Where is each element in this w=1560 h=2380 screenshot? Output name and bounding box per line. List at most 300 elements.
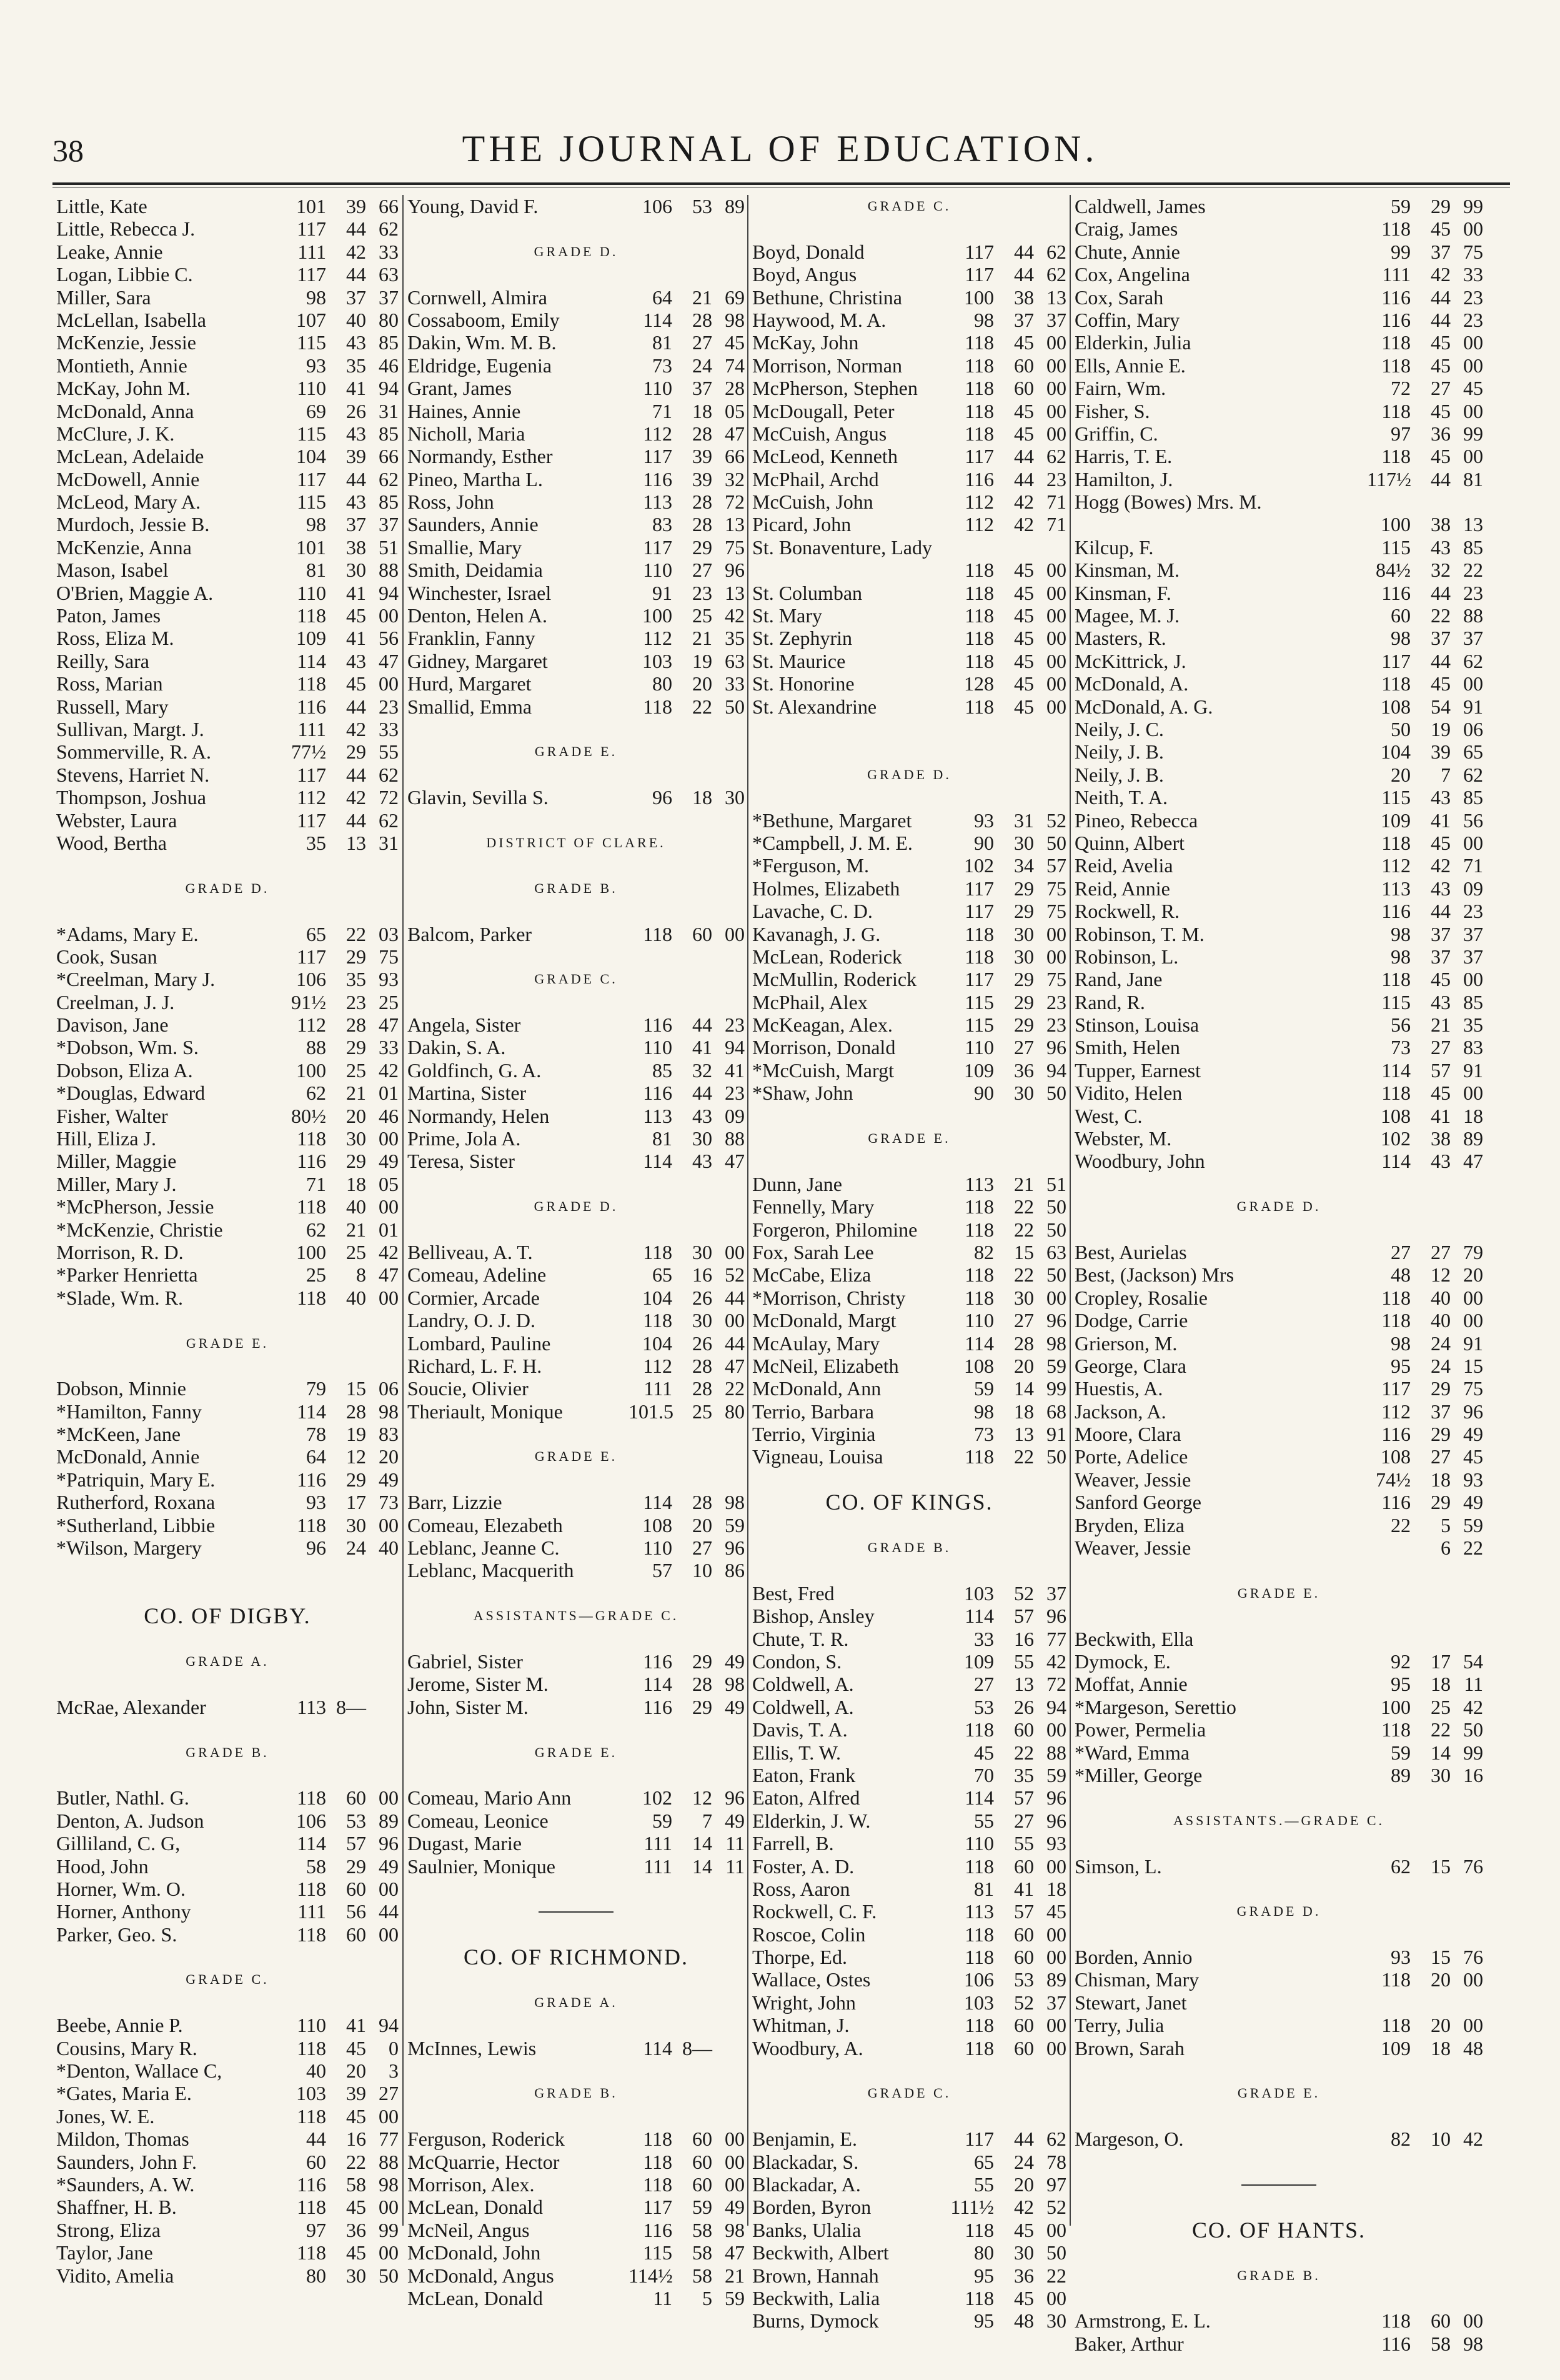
candidate-name: Comeau, Adeline bbox=[407, 1263, 547, 1287]
list-item bbox=[752, 604, 1066, 627]
grant-dollars: 21 bbox=[692, 286, 712, 309]
spacer bbox=[407, 945, 745, 968]
candidate-name: Caldwell, James bbox=[1075, 195, 1206, 217]
candidate-name: McCuish, John bbox=[752, 490, 873, 514]
grant-dollars: 45 bbox=[346, 2241, 366, 2264]
grant-cents: 83 bbox=[379, 1423, 399, 1446]
list-item bbox=[1075, 877, 1483, 900]
list-item bbox=[752, 1355, 1066, 1377]
marks-value: 118 bbox=[1381, 2014, 1411, 2037]
grade-heading-text: GRADE B. bbox=[186, 1744, 269, 1760]
grade-heading-text: GRADE E. bbox=[534, 744, 618, 760]
candidate-name: Taylor, Jane bbox=[56, 2241, 153, 2264]
grant-cents: 30 bbox=[1046, 2309, 1066, 2333]
grant-dollars: 45 bbox=[1014, 649, 1034, 672]
grant-cents: 00 bbox=[1046, 1946, 1066, 1969]
grant-dollars: 45 bbox=[346, 2196, 366, 2219]
list-item bbox=[752, 832, 1066, 854]
grant-cents: 91 bbox=[1463, 695, 1483, 718]
grade-heading-text: GRADE D. bbox=[867, 766, 951, 782]
grant-cents: 00 bbox=[379, 1786, 399, 1810]
marks-value: 113 bbox=[297, 1695, 326, 1718]
spacer bbox=[56, 1991, 399, 2014]
marks-value: 116 bbox=[1381, 286, 1411, 309]
county-heading-text: CO. OF RICHMOND. bbox=[463, 1946, 689, 1969]
grant-dollars: 60 bbox=[1014, 354, 1034, 377]
marks-value: 114 bbox=[297, 1832, 326, 1855]
marks-value: 117 bbox=[643, 445, 672, 468]
marks-value: 116 bbox=[643, 1650, 672, 1673]
grant-dollars: 24 bbox=[1014, 2150, 1034, 2173]
list-item bbox=[56, 1195, 399, 1218]
grant-cents: 63 bbox=[1046, 1240, 1066, 1263]
candidate-name: Thompson, Joshua bbox=[56, 786, 206, 809]
grant-dollars: 23 bbox=[346, 990, 366, 1013]
grant-cents: 23 bbox=[1046, 1013, 1066, 1037]
grade-heading bbox=[407, 1195, 745, 1218]
candidate-name: Rockwell, R. bbox=[1075, 900, 1180, 923]
marks-value: 114 bbox=[1381, 1058, 1411, 1082]
marks-value: 57 bbox=[652, 1559, 672, 1582]
grant-dollars: 21 bbox=[692, 627, 712, 650]
list-item bbox=[1075, 195, 1483, 217]
grant-cents: 30 bbox=[725, 786, 745, 809]
marks-value: 115 bbox=[1381, 990, 1411, 1013]
list-item bbox=[1075, 1855, 1483, 1878]
list-item bbox=[752, 1991, 1066, 2014]
list-item bbox=[56, 286, 399, 309]
list-item bbox=[56, 2037, 399, 2059]
grant-dollars: 58 bbox=[346, 2173, 366, 2196]
marks-value: 118 bbox=[965, 627, 994, 650]
grant-cents: 11 bbox=[725, 1832, 745, 1855]
candidate-name: Dakin, S. A. bbox=[407, 1036, 506, 1059]
candidate-name: Kilcup, F. bbox=[1075, 535, 1154, 559]
grant-cents: 23 bbox=[725, 1013, 745, 1037]
candidate-name: Robinson, L. bbox=[1075, 945, 1179, 968]
marks-value: 117½ bbox=[1367, 467, 1411, 490]
marks-value: 116 bbox=[297, 695, 326, 718]
grant-cents: 23 bbox=[1046, 990, 1066, 1013]
grant-dollars: 32 bbox=[1431, 559, 1451, 582]
candidate-name: Woodbury, A. bbox=[752, 2036, 863, 2059]
grant-cents: 00 bbox=[1046, 922, 1066, 945]
candidate-name: *Patriquin, Mary E. bbox=[56, 1468, 216, 1491]
list-item bbox=[407, 468, 745, 490]
grant-dollars: 27 bbox=[692, 559, 712, 582]
grant-cents: 23 bbox=[1463, 900, 1483, 923]
candidate-name: Davison, Jane bbox=[56, 1013, 169, 1037]
spacer bbox=[1075, 1173, 1483, 1195]
marks-value: 118 bbox=[297, 1923, 326, 1946]
grade-heading bbox=[407, 2082, 745, 2104]
grant-dollars: 18 bbox=[346, 1172, 366, 1195]
grant-cents: 00 bbox=[1463, 2309, 1483, 2333]
grant-cents: 72 bbox=[725, 490, 745, 514]
grant-cents: 49 bbox=[725, 2196, 745, 2219]
candidate-name: Coldwell, A. bbox=[752, 1695, 854, 1718]
grant-dollars: 30 bbox=[692, 1127, 712, 1150]
marks-value: 118 bbox=[1381, 968, 1411, 991]
spacer bbox=[1075, 1218, 1483, 1241]
list-item bbox=[752, 1400, 1066, 1423]
grant-cents: 37 bbox=[1463, 627, 1483, 650]
spacer bbox=[407, 1423, 745, 1445]
candidate-name: McQuarrie, Hector bbox=[407, 2150, 560, 2173]
spacer bbox=[752, 786, 1066, 809]
grade-heading-text: GRADE E. bbox=[868, 1130, 951, 1147]
marks-value: 110 bbox=[965, 1832, 994, 1855]
candidate-name: Roscoe, Colin bbox=[752, 1923, 866, 1946]
spacer bbox=[407, 1173, 745, 1195]
marks-value: 106 bbox=[964, 1968, 994, 1991]
grant-dollars: 14 bbox=[692, 1855, 712, 1878]
grade-heading bbox=[407, 877, 745, 900]
grant-cents: 46 bbox=[379, 1104, 399, 1127]
grant-cents: 00 bbox=[1046, 945, 1066, 968]
marks-value: 22 bbox=[1391, 1513, 1411, 1536]
grade-heading-text: ASSISTANTS.—GRADE C. bbox=[1173, 1812, 1384, 1828]
spacer bbox=[56, 1309, 399, 1332]
marks-value: 115 bbox=[297, 490, 326, 514]
grant-dollars: 60 bbox=[1431, 2309, 1451, 2333]
grant-cents: 03 bbox=[379, 922, 399, 945]
list-item bbox=[56, 718, 399, 740]
marks-value: 117 bbox=[297, 945, 326, 968]
marks-value: 118 bbox=[297, 1286, 326, 1309]
grant-cents: 00 bbox=[1046, 399, 1066, 422]
candidate-name: Rand, Jane bbox=[1075, 968, 1163, 991]
grant-cents: 11 bbox=[1464, 1673, 1483, 1696]
spacer bbox=[56, 1718, 399, 1741]
grant-cents: 50 bbox=[1463, 1718, 1483, 1741]
grant-cents: 52 bbox=[1046, 809, 1066, 832]
marks-value: 11 bbox=[653, 2286, 672, 2309]
list-item bbox=[752, 1855, 1066, 1878]
list-item bbox=[1075, 1718, 1483, 1741]
marks-value: 103 bbox=[642, 649, 672, 672]
grant-cents: 33 bbox=[379, 717, 399, 740]
list-item bbox=[407, 2287, 745, 2309]
grant-dollars: 39 bbox=[1431, 740, 1451, 764]
grant-dollars: 60 bbox=[346, 1786, 366, 1810]
candidate-name: Best, Fred bbox=[752, 1581, 835, 1605]
list-item bbox=[752, 422, 1066, 445]
marks-value: 65 bbox=[306, 922, 326, 945]
list-item bbox=[56, 468, 399, 490]
list-item bbox=[407, 650, 745, 672]
marks-value: 91 bbox=[652, 581, 672, 604]
list-item bbox=[56, 536, 399, 559]
grant-cents: 77 bbox=[1046, 1627, 1066, 1650]
spacer bbox=[1075, 1832, 1483, 1855]
spacer bbox=[407, 764, 745, 786]
grant-cents: 00 bbox=[1046, 1923, 1066, 1946]
list-item bbox=[1075, 2309, 1483, 2332]
candidate-name: Young, David F. bbox=[407, 195, 539, 217]
list-item bbox=[1075, 1946, 1483, 1968]
grant-cents: 00 bbox=[1463, 331, 1483, 354]
marks-value: 77½ bbox=[291, 740, 326, 764]
marks-value: 113 bbox=[643, 490, 672, 514]
grant-dollars: 19 bbox=[692, 649, 712, 672]
list-item bbox=[56, 1878, 399, 1900]
grant-dollars: 28 bbox=[692, 490, 712, 514]
grant-dollars: 43 bbox=[1431, 786, 1451, 809]
list-item bbox=[1075, 422, 1483, 445]
grant-dollars: 20 bbox=[1431, 1968, 1451, 1991]
grant-cents: 47 bbox=[725, 2241, 745, 2264]
candidate-name: Wood, Bertha bbox=[56, 831, 167, 854]
grant-dollars: 13 bbox=[346, 831, 366, 854]
marks-value: 117 bbox=[297, 467, 326, 490]
grant-dollars: 29 bbox=[346, 1468, 366, 1491]
list-item bbox=[752, 263, 1066, 286]
candidate-name: Burns, Dymock bbox=[752, 2309, 879, 2333]
grade-heading-text: GRADE C. bbox=[867, 2085, 951, 2101]
grant-cents: 33 bbox=[379, 240, 399, 263]
candidate-name: McDougall, Peter bbox=[752, 399, 895, 422]
grant-dollars: 19 bbox=[346, 1423, 366, 1446]
marks-value: 111 bbox=[297, 717, 326, 740]
list-item bbox=[1075, 1491, 1483, 1513]
grant-cents: 00 bbox=[1046, 2286, 1066, 2309]
grant-dollars: 45 bbox=[1014, 604, 1034, 627]
grant-cents: 22 bbox=[1463, 559, 1483, 582]
list-item bbox=[56, 1855, 399, 1878]
grant-dollars: 18 bbox=[1431, 1468, 1451, 1491]
marks-value: 81 bbox=[652, 1127, 672, 1150]
marks-value: 59 bbox=[1391, 1741, 1411, 1764]
grant-cents: 52 bbox=[725, 1263, 745, 1287]
candidate-name: Pineo, Rebecca bbox=[1075, 809, 1198, 832]
grant-cents: 00 bbox=[1046, 604, 1066, 627]
grant-dollars: 16 bbox=[346, 2128, 366, 2151]
candidate-name: *Creelman, Mary J. bbox=[56, 968, 216, 991]
county-heading bbox=[407, 1946, 745, 1968]
grade-heading-text: GRADE E. bbox=[1237, 1585, 1321, 1601]
marks-value: 110 bbox=[297, 377, 326, 400]
grant-dollars: 60 bbox=[346, 1923, 366, 1946]
grant-cents: 88 bbox=[1463, 604, 1483, 627]
grant-cents: 47 bbox=[725, 422, 745, 445]
grant-dollars: 28 bbox=[692, 422, 712, 445]
list-item bbox=[1075, 400, 1483, 422]
list-item bbox=[1075, 468, 1483, 490]
grant-cents: 33 bbox=[1463, 263, 1483, 286]
marks-value: 118 bbox=[1381, 399, 1411, 422]
candidate-name: McKay, John M. bbox=[56, 377, 191, 400]
grant-dollars: 44 bbox=[1014, 445, 1034, 468]
marks-value: 104 bbox=[642, 1286, 672, 1309]
grant-cents: 00 bbox=[379, 672, 399, 695]
list-item bbox=[1075, 559, 1483, 581]
candidate-name: Reid, Annie bbox=[1075, 877, 1170, 900]
marks-value: 112 bbox=[1381, 854, 1411, 877]
candidate-name: McAulay, Mary bbox=[752, 1332, 880, 1355]
grant-cents: 23 bbox=[379, 695, 399, 718]
grant-cents: 00 bbox=[725, 1240, 745, 1263]
grant-dollars: 5 bbox=[702, 2286, 712, 2309]
grant-cents: 09 bbox=[1463, 877, 1483, 900]
grade-heading bbox=[1075, 1810, 1483, 1832]
grant-cents: 00 bbox=[1046, 672, 1066, 695]
grant-cents: 00 bbox=[1046, 559, 1066, 582]
marks-value: 89 bbox=[1391, 1763, 1411, 1786]
grant-dollars: 28 bbox=[692, 1354, 712, 1377]
list-item bbox=[407, 422, 745, 445]
candidate-name: McClure, J. K. bbox=[56, 422, 175, 445]
grant-dollars: 20 bbox=[692, 672, 712, 695]
list-item bbox=[407, 2151, 745, 2173]
grant-cents: 44 bbox=[379, 1900, 399, 1923]
grant-cents: 00 bbox=[379, 2104, 399, 2128]
marks-value: 118 bbox=[965, 695, 994, 718]
grant-cents: 85 bbox=[1463, 786, 1483, 809]
grade-heading bbox=[407, 1991, 745, 2014]
grade-heading-text: GRADE E. bbox=[534, 1744, 618, 1760]
grant-dollars: 45 bbox=[1014, 672, 1034, 695]
grant-dollars: 25 bbox=[1431, 1695, 1451, 1718]
marks-value: 118 bbox=[297, 1127, 326, 1150]
grade-heading bbox=[407, 1445, 745, 1468]
grant-dollars: 41 bbox=[1014, 1877, 1034, 1900]
grant-cents: 98 bbox=[379, 1400, 399, 1423]
marks-value: 60 bbox=[306, 2150, 326, 2173]
grant-cents: 62 bbox=[1046, 2128, 1066, 2151]
marks-value: 73 bbox=[652, 354, 672, 377]
candidate-name: Thorpe, Ed. bbox=[752, 1946, 847, 1969]
grant-cents: 85 bbox=[379, 422, 399, 445]
list-item bbox=[752, 1810, 1066, 1832]
grant-cents: 72 bbox=[1046, 1673, 1066, 1696]
candidate-name: Belliveau, A. T. bbox=[407, 1240, 533, 1263]
grant-cents: 98 bbox=[1046, 1332, 1066, 1355]
grant-cents: 23 bbox=[1463, 308, 1483, 331]
marks-value: 111 bbox=[643, 1377, 672, 1400]
list-item bbox=[56, 1468, 399, 1491]
marks-value: 112 bbox=[965, 513, 994, 536]
candidate-name: McKay, John bbox=[752, 331, 859, 354]
grant-cents: 54 bbox=[1463, 1650, 1483, 1673]
spacer bbox=[407, 263, 745, 286]
marks-value: 110 bbox=[643, 559, 672, 582]
candidate-name: Power, Permelia bbox=[1075, 1718, 1206, 1741]
marks-value: 95 bbox=[1391, 1673, 1411, 1696]
marks-value: 111 bbox=[297, 240, 326, 263]
candidate-name: Weaver, Jessie bbox=[1075, 1536, 1191, 1560]
grant-dollars: 53 bbox=[692, 195, 712, 217]
grant-dollars: 58 bbox=[1431, 2332, 1451, 2355]
marks-value: 81 bbox=[652, 331, 672, 354]
list-item bbox=[752, 1195, 1066, 1218]
grant-cents: 00 bbox=[379, 1286, 399, 1309]
marks-value: 118 bbox=[965, 559, 994, 582]
grant-cents: 52 bbox=[1046, 2196, 1066, 2219]
marks-value: 109 bbox=[296, 627, 326, 650]
grade-heading bbox=[1075, 1900, 1483, 1923]
marks-value: 100 bbox=[1381, 513, 1411, 536]
marks-value: 60 bbox=[1391, 604, 1411, 627]
grant-dollars: 60 bbox=[692, 2150, 712, 2173]
grade-heading-text: GRADE C. bbox=[867, 198, 951, 214]
marks-value: 118 bbox=[1381, 217, 1411, 241]
spacer bbox=[1075, 2241, 1483, 2264]
candidate-name: Cropley, Rosalie bbox=[1075, 1286, 1208, 1309]
list-item bbox=[56, 832, 399, 854]
marks-value: 98 bbox=[1391, 945, 1411, 968]
county-heading-text: CO. OF HANTS. bbox=[1191, 2218, 1366, 2242]
spacer bbox=[1075, 1605, 1483, 1627]
grant-cents: 22 bbox=[1463, 1536, 1483, 1560]
marks-value: 111 bbox=[1382, 263, 1411, 286]
candidate-name: Hogg (Bowes) Mrs. M. bbox=[1075, 490, 1262, 514]
grant-dollars: 55 bbox=[1014, 1650, 1034, 1673]
marks-value: 118 bbox=[297, 1786, 326, 1810]
list-item bbox=[407, 195, 745, 217]
grant-dollars: 29 bbox=[1014, 1013, 1034, 1037]
grant-cents: 20 bbox=[379, 1445, 399, 1468]
grant-cents: 89 bbox=[1046, 1968, 1066, 1991]
list-item bbox=[1075, 309, 1483, 331]
marks-value: 114 bbox=[643, 1491, 672, 1514]
grant-cents: 48 bbox=[1463, 2036, 1483, 2059]
grant-dollars: 10 bbox=[1431, 2128, 1451, 2151]
spacer bbox=[407, 1923, 745, 1946]
grant-dollars: 45 bbox=[1014, 2286, 1034, 2309]
candidate-name: Hurd, Margaret bbox=[407, 672, 532, 695]
marks-value: 109 bbox=[1381, 2036, 1411, 2059]
marks-value: 112 bbox=[297, 1013, 326, 1037]
grant-dollars: 30 bbox=[1014, 1286, 1034, 1309]
list-item bbox=[1075, 718, 1483, 740]
grant-dollars: 40 bbox=[1431, 1309, 1451, 1332]
list-item bbox=[56, 2128, 399, 2150]
candidate-name: Bryden, Eliza bbox=[1075, 1513, 1185, 1536]
spacer bbox=[752, 1514, 1066, 1536]
grant-cents: 42 bbox=[379, 1240, 399, 1263]
marks-value: 117 bbox=[965, 877, 994, 900]
grant-dollars: 56 bbox=[346, 1900, 366, 1923]
marks-value: 53 bbox=[974, 1695, 994, 1718]
spacer bbox=[407, 1968, 745, 1991]
candidate-name: Wright, John bbox=[752, 1991, 856, 2014]
grant-cents: 66 bbox=[379, 445, 399, 468]
marks-value: 118 bbox=[643, 922, 672, 945]
candidate-name: Ross, Marian bbox=[56, 672, 163, 695]
list-item bbox=[56, 1923, 399, 1946]
list-item bbox=[1075, 2128, 1483, 2150]
grant-dollars: 45 bbox=[346, 2036, 366, 2059]
grant-cents: 51 bbox=[1046, 1172, 1066, 1195]
list-item bbox=[752, 1628, 1066, 1650]
spacer bbox=[56, 1946, 399, 1968]
list-item bbox=[1075, 2014, 1483, 2036]
grant-dollars: 14 bbox=[692, 1832, 712, 1855]
grant-dollars: 44 bbox=[1431, 286, 1451, 309]
marks-value: 117 bbox=[643, 535, 672, 559]
grant-cents: 93 bbox=[1046, 1832, 1066, 1855]
candidate-name: Leblanc, Macquerith bbox=[407, 1559, 574, 1582]
spacer bbox=[407, 1878, 745, 1900]
grant-dollars: 20 bbox=[346, 1104, 366, 1127]
list-item bbox=[56, 1536, 399, 1559]
candidate-name: Miller, Maggie bbox=[56, 1150, 177, 1173]
grant-cents: 62 bbox=[1046, 263, 1066, 286]
grant-cents: 23 bbox=[1046, 467, 1066, 490]
marks-value: 116 bbox=[643, 2218, 672, 2241]
list-item bbox=[407, 445, 745, 467]
